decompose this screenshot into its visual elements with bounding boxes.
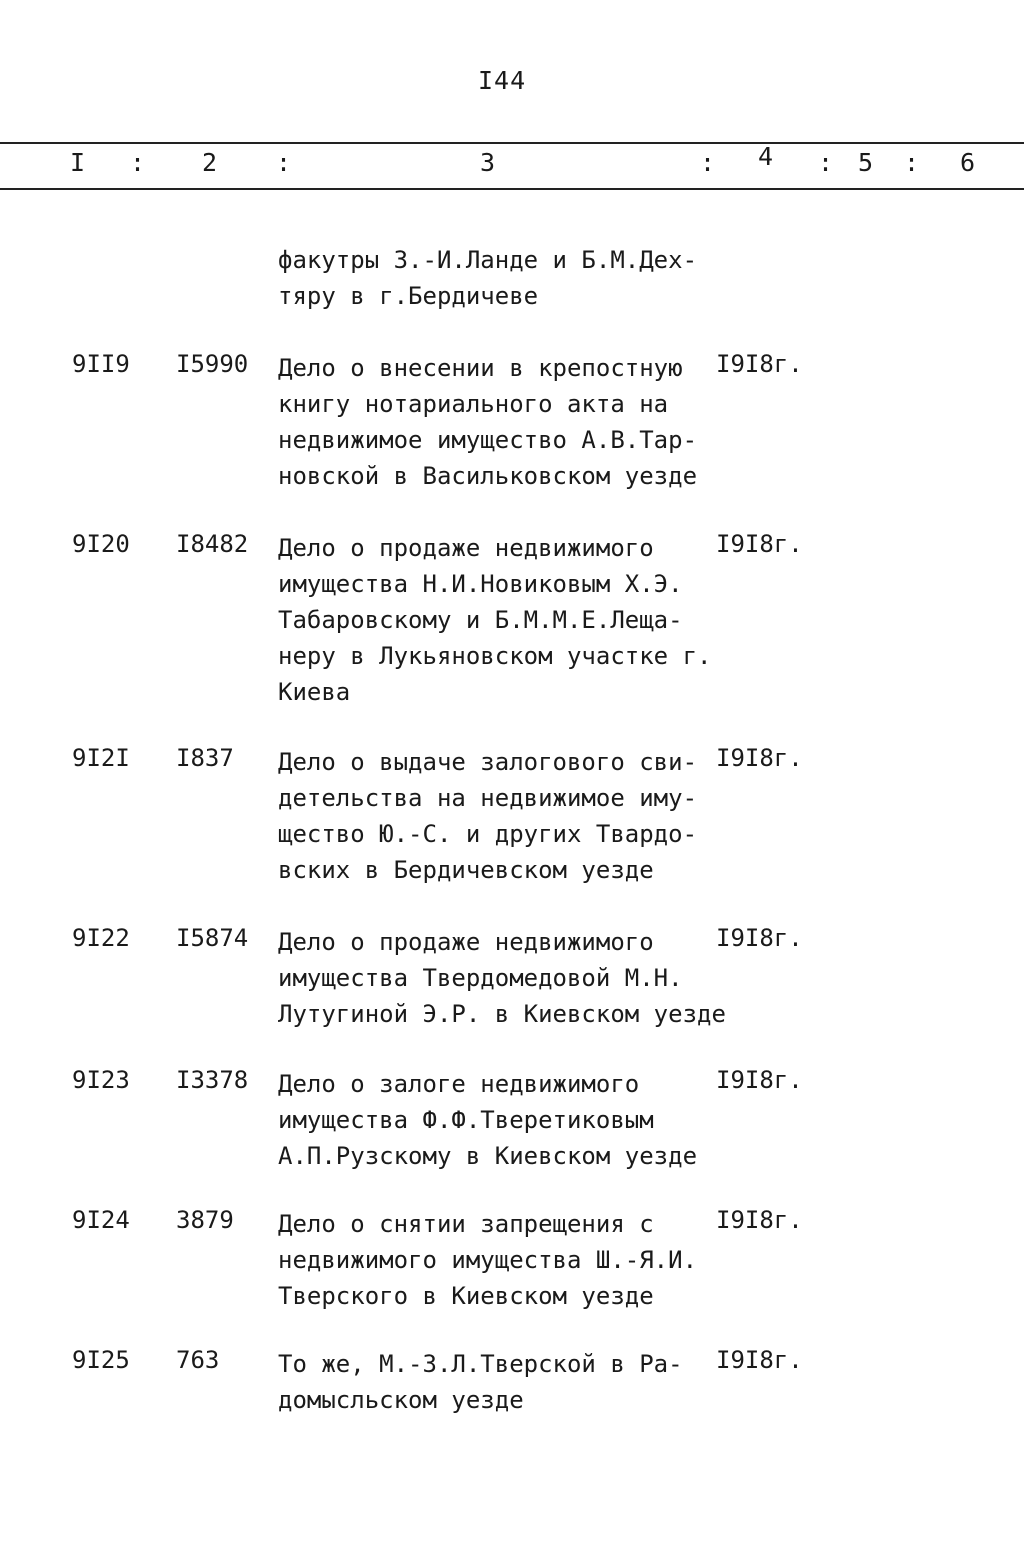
description-line: недвижимого имущества Ш.-Я.И. [278,1246,698,1274]
column-header-4: 4 [758,142,774,171]
description-line: Дело о внесении в крепостную [278,354,683,382]
entry-description [278,744,697,888]
description-line: Дело о снятии запрещения с [278,1210,654,1238]
description-line: факутры З.-И.Ланде и Б.М.Дех- [278,246,698,274]
entry-number: 9I22 [72,924,130,952]
description-line: книгу нотариального акта на [278,390,669,418]
entry-year: I9I8г. [716,924,803,952]
entry-code: I837 [176,744,234,772]
description-line: имущества Ф.Ф.Тверетиковым [278,1106,654,1134]
description-line: детельства на недвижимое иму- [278,784,698,812]
description-line: вских в Бердичевском уезде [278,856,654,884]
description-line: Дело о продаже недвижимого [278,928,654,956]
description-line: новской в Васильковском уезде [278,462,698,490]
description-line: Дело о продаже недвижимого [278,534,654,562]
entry-code: I8482 [176,530,249,558]
entry-number: 9I20 [72,530,130,558]
entry-year: I9I8г. [716,1066,803,1094]
entry-year: I9I8г. [716,1346,803,1374]
column-header-5: 5 [858,148,874,177]
column-header-1: I [70,148,86,177]
entry-year: I9I8г. [716,1206,803,1234]
entry-number: 9I25 [72,1346,130,1374]
entry-description [278,350,697,494]
entry-number: 9I24 [72,1206,130,1234]
column-header-3: 3 [480,148,496,177]
description-line: Лутугиной Э.Р. в Киевском уезде [278,1000,726,1028]
description-line: имущества Н.И.Новиковым Х.Э. [278,570,683,598]
entry-description [278,1206,697,1314]
column-header-6: 6 [960,148,976,177]
description-line: Тверского в Киевском уезде [278,1282,654,1310]
entry-code: I5990 [176,350,249,378]
description-line: Табаровскому и Б.М.М.Е.Леща- [278,606,683,634]
entry-code: 763 [176,1346,220,1374]
description-line: неру в Лукьяновском участке г. [278,642,712,670]
entry-code: 3879 [176,1206,234,1234]
description-line: недвижимое имущество А.В.Тар- [278,426,698,454]
entry-description [278,924,726,1032]
column-separator: : [818,148,834,177]
entry-description [278,530,711,710]
entry-description [278,1346,683,1418]
entry-year: I9I8г. [716,350,803,378]
description-line: Дело о выдаче залогового сви- [278,748,698,776]
description-line: Киева [278,678,351,706]
entry-code: I3378 [176,1066,249,1094]
description-line: Дело о залоге недвижимого [278,1070,640,1098]
column-separator: : [700,148,716,177]
description-line: А.П.Рузскому в Киевском уезде [278,1142,698,1170]
entry-number: 9II9 [72,350,130,378]
entry-year: I9I8г. [716,744,803,772]
column-separator: : [276,148,292,177]
entry-code: I5874 [176,924,249,952]
description-line: домысльском уезде [278,1386,524,1414]
entry-number: 9I23 [72,1066,130,1094]
description-line: тяру в г.Бердичеве [278,282,539,310]
entry-year: I9I8г. [716,530,803,558]
entry-number: 9I2I [72,744,130,772]
column-header-2: 2 [202,148,218,177]
entry-description [278,1066,697,1174]
column-separator: : [904,148,920,177]
description-line: щество Ю.-С. и других Твардо- [278,820,698,848]
description-line: имущества Твердомедовой М.Н. [278,964,683,992]
entry-description [278,242,697,314]
page-number: I44 [478,66,527,95]
description-line: То же, М.-З.Л.Тверской в Ра- [278,1350,683,1378]
column-separator: : [130,148,146,177]
